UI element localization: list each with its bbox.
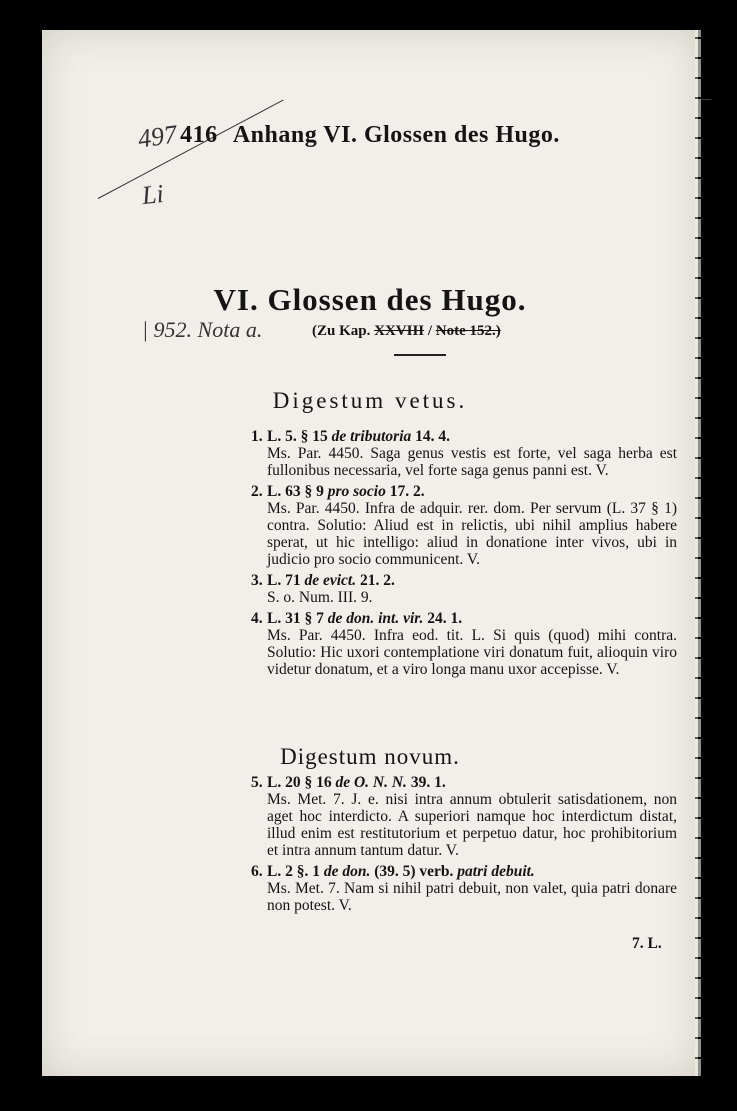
entry-head-italic: de tributoria xyxy=(331,428,412,445)
ref-text: (Zu Kap. xyxy=(312,323,371,339)
entry xyxy=(251,863,677,914)
entry-heading xyxy=(267,774,677,791)
entry xyxy=(251,572,677,606)
entry xyxy=(251,428,677,479)
ref-separator: / xyxy=(427,323,433,339)
entry-body: Ms. Par. 4450. Saga genus vestis est forte, vel saga herba est fullonibus necessaria, vel forte saga genus panni est. V. xyxy=(267,445,677,479)
entry-head-italic: de don. int. vir. xyxy=(327,610,424,627)
entry-head-italic: pro socio xyxy=(327,483,386,500)
entry-number: 1. xyxy=(251,428,263,445)
page-number: 416 xyxy=(180,122,218,148)
entry-body: Ms. Met. 7. J. e. nisi intra annum obtulerit satisdationem, non aget hoc interdicto. A superiori namque hoc interdictum distat, illud enim est restitutorium et perpetuo datur, hoc prohibitorium et intra annum tantum datur. V. xyxy=(267,791,677,859)
entry-head-prefix: L. 31 § 7 xyxy=(267,610,328,627)
entry-number: 6. xyxy=(251,863,263,880)
section-title-novum: Digestum novum. xyxy=(280,744,460,769)
entry-head-prefix: L. 20 § 16 xyxy=(267,774,336,791)
entry-head-prefix: L. 71 xyxy=(267,572,305,589)
entry-head-suffix: (39. 5) verb. xyxy=(370,863,458,880)
ref-struck: XXVIII xyxy=(374,323,425,339)
entry-head-suffix: 14. 4. xyxy=(411,428,451,445)
margin-note-corner: – xyxy=(702,88,711,108)
entry-head-suffix: 21. 2. xyxy=(356,572,395,589)
entry-head-suffix: 39. 1. xyxy=(406,774,446,791)
entries-vetus xyxy=(251,428,677,682)
entry-heading xyxy=(267,863,677,880)
entry-number: 2. xyxy=(251,483,263,500)
entry-body: Ms. Par. 4450. Infra de adquir. rer. dom. Per servum (L. 37 § 1) contra. Solutio: Aliud est in relictis, ubi nihil amplius habere sperat, ut hic intelligo: aliud in donatione inter vivos, ubi in judicio pro socio communicent. V. xyxy=(267,500,677,568)
entry-body: Ms. Par. 4450. Infra eod. tit. L. Si quis (quod) mihi contra. Solutio: Hic uxori contemplatione viri donatum fuit, alioquin viro videtur donatum, et a viro longa manu uxor accepisse. V. xyxy=(267,627,677,678)
entry-head-italic: patri debuit. xyxy=(457,863,535,880)
running-header xyxy=(42,122,698,149)
pencil-stroke xyxy=(98,99,284,198)
ref-struck-note: Note 152.) xyxy=(435,323,501,339)
entry-heading xyxy=(267,610,677,627)
title-rule xyxy=(394,354,446,356)
margin-note-top-2: Li xyxy=(140,178,166,211)
entry-number: 3. xyxy=(251,572,263,589)
margin-note-left: | 952. Nota a. xyxy=(142,317,263,342)
entry-head-italic: de O. N. N. xyxy=(335,774,407,791)
entry-heading xyxy=(267,428,677,445)
entry-head-italic: de evict. xyxy=(304,572,357,589)
entry-head-italic: de don. xyxy=(323,863,371,880)
entry-number: 4. xyxy=(251,610,263,627)
entry xyxy=(251,774,677,859)
entry-heading xyxy=(267,572,677,589)
entry-head-suffix: 24. 1. xyxy=(423,610,463,627)
entry-head-prefix: L. 63 § 9 xyxy=(267,483,328,500)
running-title: Anhang VI. Glossen des Hugo. xyxy=(232,122,560,148)
section-title-vetus: Digestum vetus. xyxy=(272,388,468,413)
chapter-title: VI. Glossen des Hugo. xyxy=(213,282,527,317)
entry-head-suffix: 17. 2. xyxy=(385,483,425,500)
entry xyxy=(251,483,677,568)
entry-head-prefix: L. 5. § 15 xyxy=(267,428,332,445)
book-page xyxy=(42,30,711,1076)
margin-note-top-1: 497 xyxy=(136,119,179,154)
entries-novum xyxy=(251,774,677,918)
cross-reference xyxy=(312,323,501,340)
entry-head-prefix: L. 2 §. 1 xyxy=(267,863,324,880)
entry-body: Ms. Met. 7. Nam si nihil patri debuit, non valet, quia patri donare non potest. V. xyxy=(267,880,677,914)
entry-number: 5. xyxy=(251,774,263,791)
entry-body: S. o. Num. III. 9. xyxy=(267,589,373,606)
catchword: 7. L. xyxy=(632,935,662,952)
entry-heading xyxy=(267,483,677,500)
entry xyxy=(251,610,677,678)
